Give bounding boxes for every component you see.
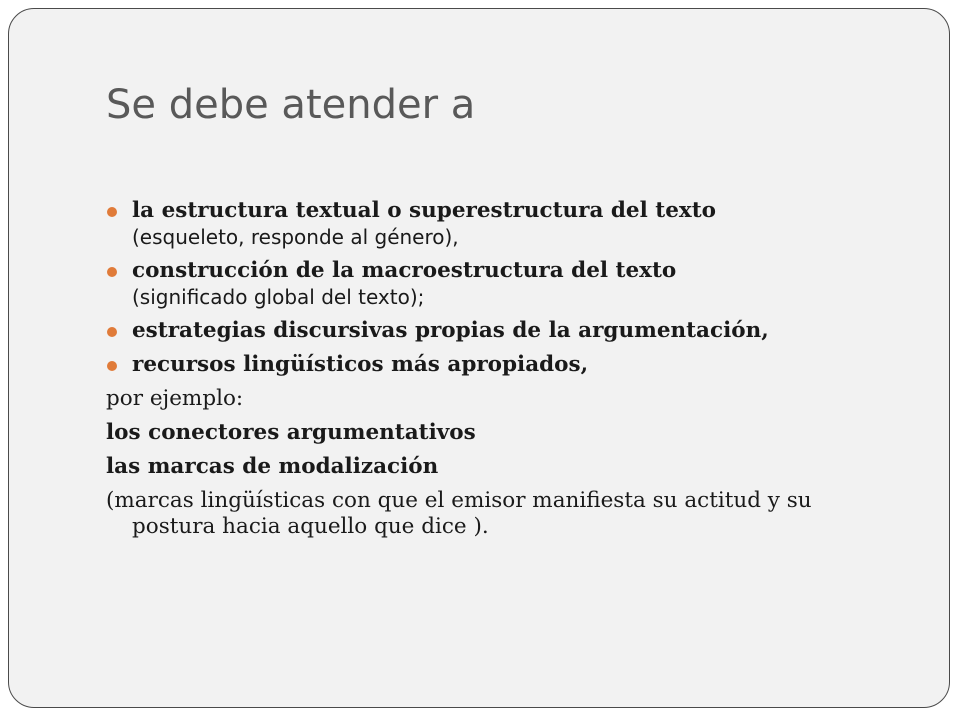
bullet-bold-text: la estructura textual o superestructura del texto [132,198,716,223]
example-modalization: las marcas de modalización [106,454,439,479]
slide-body [106,198,866,548]
bullet-bold-text: recursos lingüísticos más apropiados, [132,352,589,377]
bullet-list [106,198,866,378]
bullet-dot-icon [107,207,117,217]
bullet-bold-text: estrategias discursivas propias de la argumentación, [132,318,769,343]
bullet-item [106,258,866,310]
example-intro: por ejemplo: [106,386,244,411]
bullet-bold-text: construcción de la macroestructura del texto [132,258,677,283]
slide-title: Se debe atender a [106,82,476,128]
example-connectors: los conectores argumentativos [106,420,476,445]
bullet-item [106,198,866,250]
bullet-normal-text: (significado global del texto); [132,285,425,309]
bullet-item [106,352,866,378]
bullet-dot-icon [107,267,117,277]
modalization-note: (marcas lingüísticas con que el emisor manifiesta su actitud y su postura hacia aquello que dice ). [106,488,812,539]
bullet-dot-icon [107,327,117,337]
bullet-dot-icon [107,361,117,371]
bullet-normal-text: (esqueleto, responde al género), [132,225,459,249]
bullet-item [106,318,866,344]
